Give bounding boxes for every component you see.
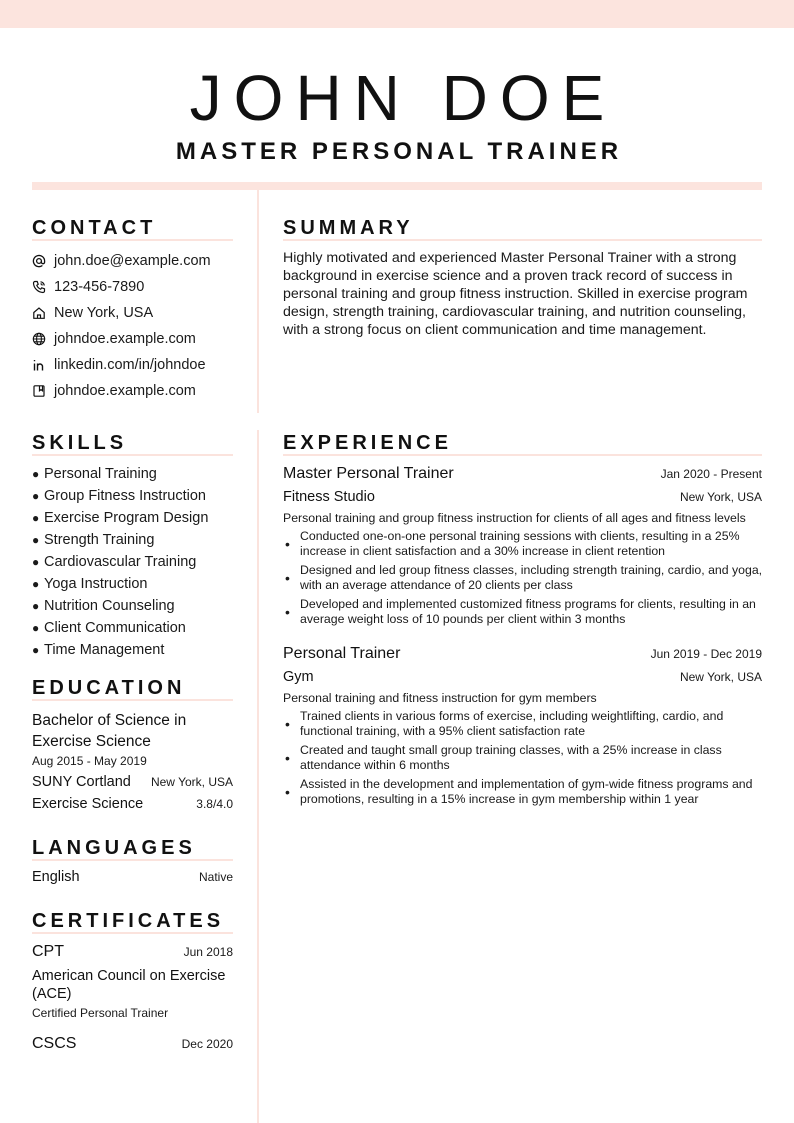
certificate-name: CSCS xyxy=(32,1035,77,1052)
column-divider-bottom xyxy=(257,430,259,1123)
job-bullet: • Developed and implemented customized fitness programs for clients, resulting in an average weight loss of 10 pounds per client within 3 months xyxy=(285,597,756,626)
skills-rule xyxy=(32,454,233,456)
skill-item: ● Exercise Program Design xyxy=(32,510,209,526)
top-accent-band xyxy=(0,0,794,28)
contact-email-text: john.doe@example.com xyxy=(54,253,211,269)
job-company-row xyxy=(283,669,762,685)
education-major: Exercise Science xyxy=(32,796,144,812)
job-location: New York, USA xyxy=(679,490,762,504)
candidate-name: JOHN DOE xyxy=(189,62,617,134)
job-header-row xyxy=(283,465,762,483)
contact-portfolio-text: johndoe.example.com xyxy=(54,383,196,399)
certificates-heading: CERTIFICATES xyxy=(32,910,225,932)
job-dates: Jun 2019 - Dec 2019 xyxy=(650,647,762,661)
job-dates: Jan 2020 - Present xyxy=(660,467,762,481)
education-location: New York, USA xyxy=(150,775,233,789)
contact-linkedin-text: linkedin.com/in/johndoe xyxy=(54,357,206,373)
skill-item: ● Yoga Instruction xyxy=(32,576,148,592)
certificate-date: Dec 2020 xyxy=(181,1037,233,1051)
linkedin-icon xyxy=(32,358,46,372)
skill-item: ● Personal Training xyxy=(32,466,157,482)
candidate-title: MASTER PERSONAL TRAINER xyxy=(175,138,623,165)
language-name: English xyxy=(32,869,80,885)
contact-location xyxy=(32,300,242,326)
languages-heading: LANGUAGES xyxy=(32,837,196,859)
at-icon xyxy=(32,254,46,268)
contact-heading: CONTACT xyxy=(32,217,157,239)
job-bullet: • Trained clients in various forms of exercise, including weightlifting, cardio, and functional training, with a 95% client satisfaction rate xyxy=(285,709,724,738)
job-company: Fitness Studio xyxy=(283,489,375,505)
job-bullet: • Created and taught small group training classes, with a 25% increase in class attendance within 6 months xyxy=(285,743,722,772)
experience-heading: EXPERIENCE xyxy=(283,432,452,454)
certificate-issuer: American Council on Exercise (ACE) xyxy=(32,968,226,1002)
job-bullet: • Designed and led group fitness classes, including strength training, cardio, and yoga, with an average attendance of 20 clients per class xyxy=(285,563,763,592)
job-description: Personal training and fitness instruction for gym members xyxy=(283,691,597,705)
skills-heading: SKILLS xyxy=(32,432,128,454)
job-bullet: • Assisted in the development and implementation of gym-wide fitness programs and promotions, resulting in a 15% increase in gym membership within 1 year xyxy=(285,777,753,806)
contact-email[interactable] xyxy=(32,248,242,274)
job-company: Gym xyxy=(283,669,314,685)
skill-item: ● Nutrition Counseling xyxy=(32,598,175,614)
job-title: Master Personal Trainer xyxy=(283,465,454,482)
language-level: Native xyxy=(198,870,233,884)
header-divider xyxy=(32,182,762,190)
globe-icon xyxy=(32,332,46,346)
contact-rule xyxy=(32,239,233,241)
contact-website[interactable] xyxy=(32,326,242,352)
job-company-row xyxy=(283,489,762,505)
education-heading: EDUCATION xyxy=(32,677,186,699)
bookmark-icon xyxy=(32,384,46,398)
contact-location-text: New York, USA xyxy=(54,305,154,321)
contact-phone[interactable] xyxy=(32,274,242,300)
job-description: Personal training and group fitness instruction for clients of all ages and fitness levels xyxy=(283,511,746,525)
job-title: Personal Trainer xyxy=(283,645,401,662)
job-bullets xyxy=(283,709,763,811)
certificate-row xyxy=(32,943,233,961)
contact-website-text: johndoe.example.com xyxy=(54,331,196,347)
job-bullets xyxy=(283,529,763,631)
job-bullet: • Conducted one-on-one personal training sessions with clients, resulting in a 25% increase in client satisfaction and a 30% increase in client retention xyxy=(285,529,740,558)
education-dates: Aug 2015 - May 2019 xyxy=(32,754,147,768)
language-row xyxy=(32,869,233,885)
certificate-date: Jun 2018 xyxy=(183,945,233,959)
experience-rule xyxy=(283,454,762,456)
phone-icon xyxy=(32,280,46,294)
certificate-row xyxy=(32,1035,233,1053)
education-dates-row xyxy=(32,754,233,768)
education-school: SUNY Cortland xyxy=(32,774,131,790)
job-location: New York, USA xyxy=(679,670,762,684)
summary-text: Highly motivated and experienced Master Personal Trainer with a strong background in exercise science and a proven track record of success in personal training and group fitness instruction. Skilled in exercise program design, strength training, cardiovascular training, and nutrition counseling, with a strong focus on client communication and time management. xyxy=(283,250,748,338)
certificates-rule xyxy=(32,932,233,934)
contact-linkedin[interactable] xyxy=(32,352,242,378)
job-header-row xyxy=(283,645,762,663)
summary-heading: SUMMARY xyxy=(283,217,414,239)
education-gpa: 3.8/4.0 xyxy=(196,797,233,811)
education-degree: Bachelor of Science in Exercise Science xyxy=(32,712,187,750)
skills-list xyxy=(32,463,242,661)
skill-item: ● Client Communication xyxy=(32,620,186,636)
contact-portfolio[interactable] xyxy=(32,378,242,404)
education-rule xyxy=(32,699,233,701)
contact-phone-text: 123-456-7890 xyxy=(54,279,145,295)
skill-item: ● Strength Training xyxy=(32,532,155,548)
education-major-row xyxy=(32,796,233,812)
certificate-description: Certified Personal Trainer xyxy=(32,1006,169,1020)
home-icon xyxy=(32,306,46,320)
summary-rule xyxy=(283,239,762,241)
languages-rule xyxy=(32,859,233,861)
education-school-row xyxy=(32,774,233,790)
column-divider-top xyxy=(257,190,259,413)
skill-item: ● Time Management xyxy=(32,642,165,658)
contact-list xyxy=(32,248,242,404)
certificate-name: CPT xyxy=(32,943,64,960)
skill-item: ● Cardiovascular Training xyxy=(32,554,197,570)
skill-item: ● Group Fitness Instruction xyxy=(32,488,206,504)
